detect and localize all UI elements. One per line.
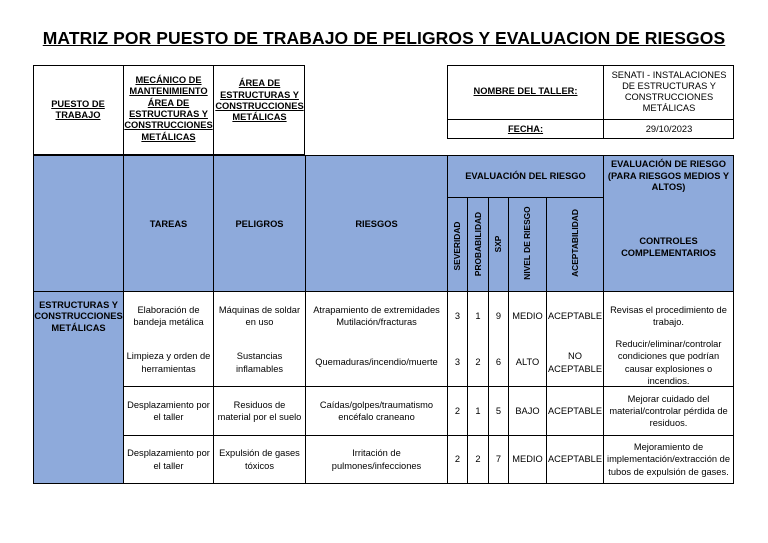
col-header-riesgos: RIESGOS (355, 218, 398, 229)
row-divider (33, 291, 734, 292)
tarea-cell: Limpieza y orden de herramientas (126, 351, 211, 374)
tarea-cell: Desplazamiento por el taller (127, 399, 210, 422)
puesto-label: PUESTO DE TRABAJO (51, 98, 105, 120)
col-header-sxp: SXP (493, 235, 503, 253)
nivel-cell: BAJO (515, 405, 540, 416)
severidad-cell: 3 (454, 310, 461, 321)
severidad-cell: 2 (454, 454, 461, 465)
row-divider (447, 197, 604, 198)
area-value: ÁREA DE ESTRUCTURAS Y CONSTRUCCIONES METÁLICAS (215, 78, 304, 123)
probabilidad-cell: 1 (475, 405, 481, 416)
control-cell: Revisas el procedimiento de trabajo. (610, 304, 727, 327)
peligro-cell: Expulsión de gases tóxicos (219, 448, 300, 471)
sxp-cell: 7 (495, 454, 502, 465)
taller-value: SENATI - INSTALACIONES DE ESTRUCTURAS Y CONSTRUCCIONES METÁLICAS (611, 69, 727, 114)
nivel-cell: MEDIO (512, 310, 543, 321)
aceptabilidad-cell: NO ACEPTABLE (547, 351, 603, 374)
peligro-cell: Sustancias inflamables (235, 351, 284, 374)
control-cell: Mejorar cuidado del material/controlar pérdida de residuos. (609, 393, 728, 429)
peligro-cell: Máquinas de soldar en uso (218, 304, 301, 327)
col-header-evaluacion: EVALUACIÓN DEL RIESGO (465, 171, 586, 182)
control-cell: Mejoramiento de implementación/extracción de tubos de expulsión de gases. (607, 442, 730, 477)
nivel-cell: ALTO (515, 357, 540, 368)
nivel-cell: MEDIO (512, 454, 543, 465)
col-header-eval-medios: EVALUACIÓN DE RIESGO (PARA RIESGOS MEDIOS Y ALTOS) (607, 159, 730, 193)
tarea-cell: Elaboración de bandeja metálica (133, 304, 204, 327)
col-header-severidad: SEVERIDAD (452, 221, 462, 271)
tarea-cell: Desplazamiento por el taller (127, 448, 210, 471)
fecha-label: FECHA: (507, 123, 544, 134)
sxp-cell: 5 (495, 405, 502, 416)
sxp-cell: 9 (495, 310, 502, 321)
peligro-cell: Residuos de material por el suelo (217, 399, 302, 422)
puesto-value: MECÁNICO DE MANTENIMIENTO ÁREA DE ESTRUCTURAS Y CONSTRUCCIONES METÁLICAS (124, 75, 213, 142)
riesgo-cell: Atrapamiento de extremidades Mutilación/fracturas (313, 304, 440, 327)
col-header-nivel: NIVEL DE RIESGO (522, 206, 532, 280)
col-header-probabilidad: PROBABILIDAD (473, 211, 483, 277)
riesgo-cell: Quemaduras/incendio/muerte (315, 357, 438, 368)
sxp-cell: 6 (495, 357, 502, 368)
col-header-aceptabilidad: ACEPTABILIDAD (570, 209, 580, 277)
document-title: MATRIZ POR PUESTO DE TRABAJO DE PELIGROS Y EVALUACION DE RIESGOS (42, 28, 726, 48)
col-header-controles: CONTROLES COMPLEMENTARIOS (621, 236, 716, 258)
severidad-cell: 3 (454, 357, 461, 368)
riesgo-cell: Caídas/golpes/traumatismo encéfalo craneano (319, 399, 434, 422)
taller-label: NOMBRE DEL TALLER: (473, 86, 578, 97)
probabilidad-cell: 1 (475, 310, 481, 321)
probabilidad-cell: 2 (475, 357, 481, 368)
probabilidad-cell: 2 (475, 454, 481, 465)
control-cell: Reducir/eliminar/controlar condiciones que podrían causar explosiones o incendios. (615, 339, 722, 386)
aceptabilidad-cell: ACEPTABLE (547, 405, 603, 416)
aceptabilidad-cell: ACEPTABLE (547, 454, 603, 465)
severidad-cell: 2 (454, 405, 461, 416)
col-header-peligros: PELIGROS (235, 218, 284, 229)
fecha-value: 29/10/2023 (645, 124, 693, 135)
aceptabilidad-cell: ACEPTABLE (547, 310, 603, 321)
col-header-tareas: TAREAS (149, 218, 188, 229)
area-row-label: ESTRUCTURAS Y CONSTRUCCIONES METÁLICAS (34, 299, 123, 333)
riesgo-cell: Irritación de pulmones/infecciones (331, 448, 422, 471)
